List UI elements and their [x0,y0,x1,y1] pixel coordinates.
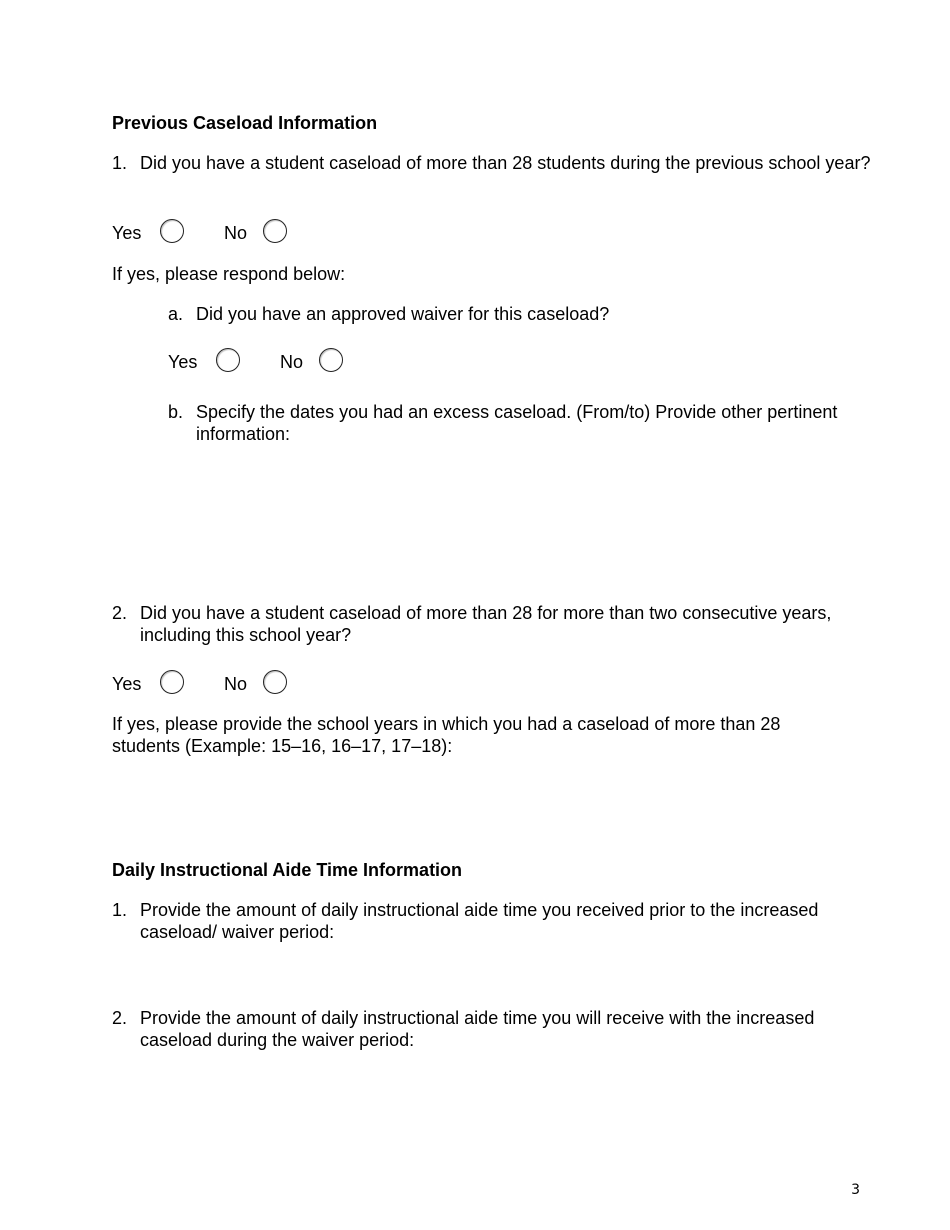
question-letter: a. [168,304,184,324]
aide-question-2 [112,1007,872,1051]
no-label: No [280,352,304,372]
question-a [168,303,868,325]
question-text: Did you have a student caseload of more than 28 for more than two consecutive years, including this school year? [140,603,832,645]
yes-label: Yes [112,674,142,694]
q1-no-radio[interactable] [263,219,287,243]
question-text: Specify the dates you had an excess caseload. (From/to) Provide other pertinent information: [196,402,838,444]
question-1 [112,152,872,174]
aide-question-1 [112,899,872,943]
page-number: 3 [851,1182,860,1198]
question-number: 1. [112,900,128,920]
section-heading-aide-time: Daily Instructional Aide Time Information [112,860,463,880]
qa-radio-group [168,348,368,376]
section-heading-previous-caseload: Previous Caseload Information [112,113,378,133]
question-text: Did you have an approved waiver for this caseload? [196,304,610,324]
no-label: No [224,223,248,243]
qa-no-radio[interactable] [319,348,343,372]
q2-yes-radio[interactable] [160,670,184,694]
qa-yes-radio[interactable] [216,348,240,372]
q1-yes-radio[interactable] [160,219,184,243]
no-label: No [224,674,248,694]
question-text: Provide the amount of daily instructional aide time you will receive with the increased caseload during the waiver period: [140,1008,815,1050]
yes-label: Yes [112,223,142,243]
if-yes-instruction: If yes, please respond below: [112,264,346,284]
question-2 [112,602,872,646]
question-text: Did you have a student caseload of more than 28 students during the previous school year? [140,153,871,173]
question-letter: b. [168,402,184,422]
q1-radio-group [112,219,312,247]
q2-no-radio[interactable] [263,670,287,694]
question-number: 2. [112,1008,128,1028]
question-number: 1. [112,153,128,173]
q2-radio-group [112,670,312,698]
q2-followup-instruction: If yes, please provide the school years in which you had a caseload of more than 28 students (Example: 15–16, 16–17, 17–18): [112,714,781,756]
question-b [168,401,874,445]
yes-label: Yes [168,352,198,372]
question-number: 2. [112,603,128,623]
question-text: Provide the amount of daily instructional aide time you received prior to the increased caseload/ waiver period: [140,900,819,942]
